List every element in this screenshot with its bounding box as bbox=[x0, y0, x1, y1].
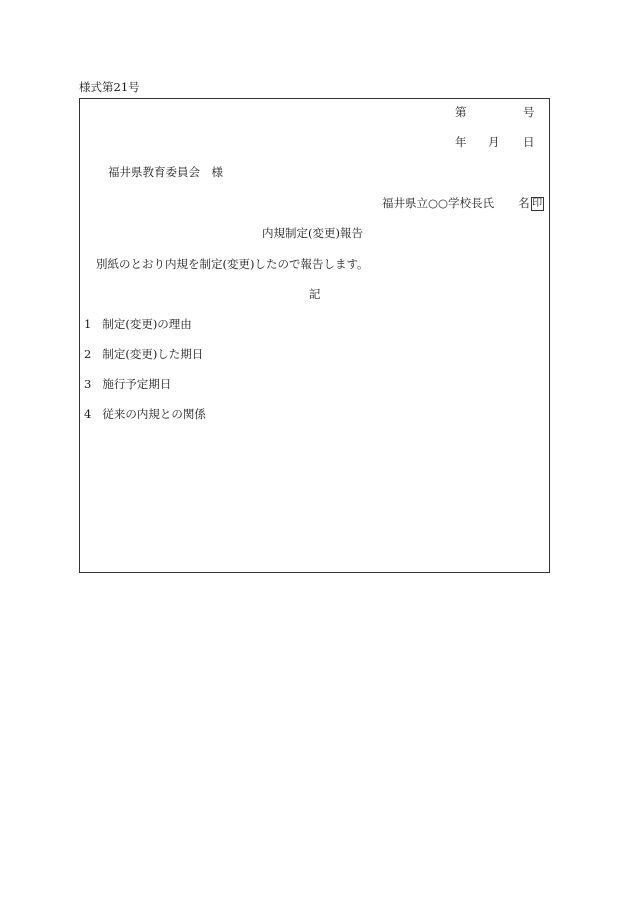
list-item bbox=[84, 319, 192, 331]
sender-title-text: 福井県立○○学校長氏 bbox=[382, 196, 495, 210]
document-title: 内規制定(変更)報告 bbox=[262, 226, 363, 240]
body-text: 別紙のとおり内規を制定(変更)したので報告します。 bbox=[96, 257, 369, 271]
item-number: 3 bbox=[84, 377, 92, 391]
date-year: 年 bbox=[455, 135, 467, 149]
item-text: 制定(変更)の理由 bbox=[102, 317, 192, 331]
list-item bbox=[84, 379, 171, 391]
ki-heading: 記 bbox=[309, 287, 321, 301]
item-text: 施行予定期日 bbox=[102, 377, 172, 391]
sender-name-label: 名 bbox=[518, 196, 530, 210]
item-number: 1 bbox=[84, 317, 92, 331]
list-item bbox=[84, 349, 203, 361]
item-number: 2 bbox=[84, 347, 92, 361]
item-number: 4 bbox=[84, 407, 92, 421]
number-prefix: 第 bbox=[455, 105, 467, 119]
addressee: 福井県教育委員会 様 bbox=[108, 165, 223, 179]
item-text: 従来の内規との関係 bbox=[102, 407, 206, 421]
sender-title bbox=[382, 197, 544, 211]
form-number-label: 様式第21号 bbox=[79, 80, 140, 94]
item-text: 制定(変更)した期日 bbox=[102, 347, 204, 361]
number-suffix: 号 bbox=[523, 105, 535, 119]
list-item bbox=[84, 409, 206, 421]
date-month: 月 bbox=[488, 135, 500, 149]
seal-mark: 印 bbox=[532, 198, 543, 209]
date-day: 日 bbox=[523, 135, 535, 149]
